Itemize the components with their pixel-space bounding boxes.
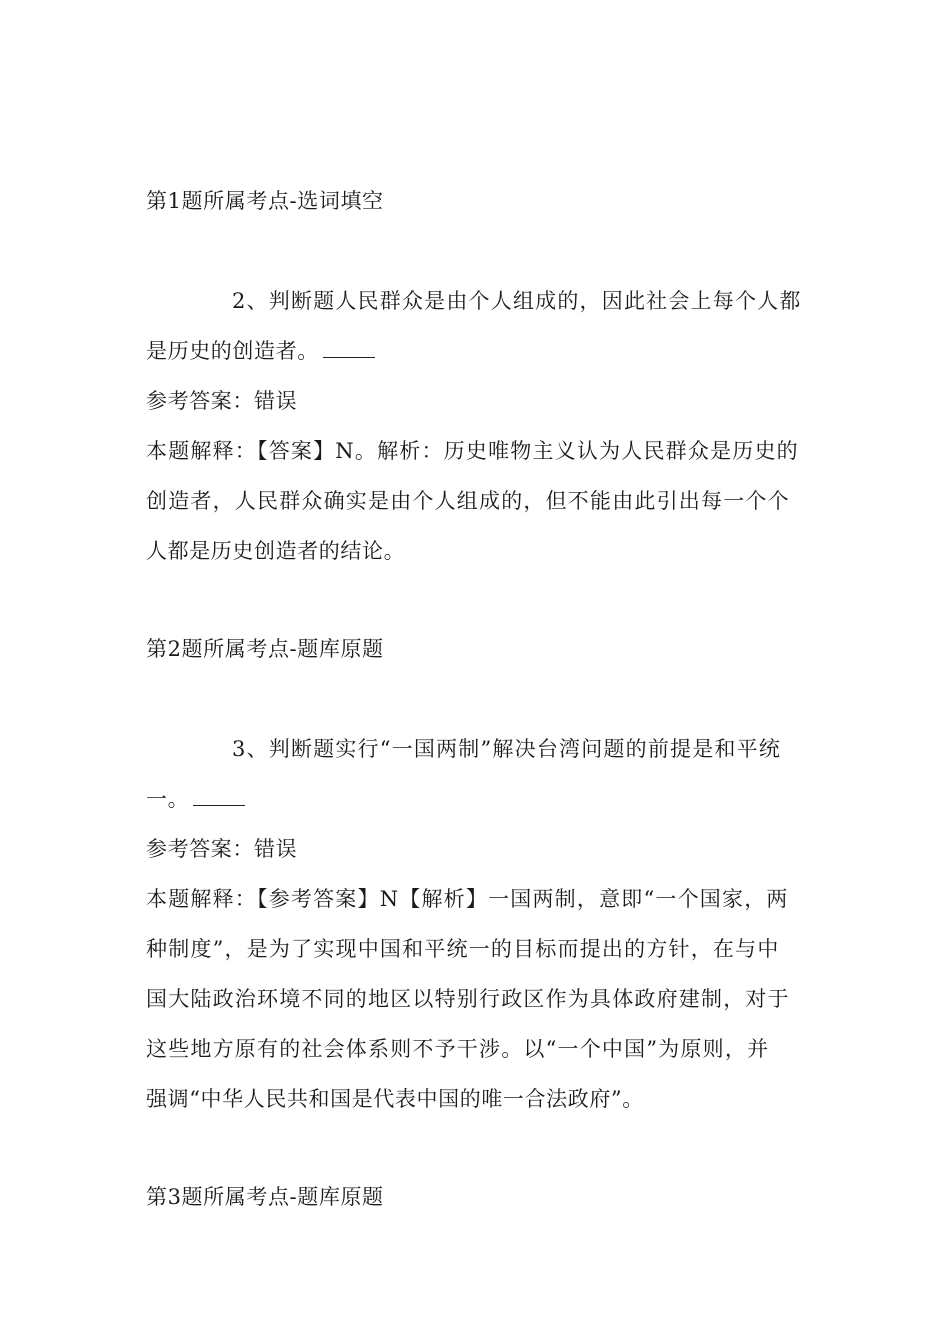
q2-explanation-line-3: 人都是历史创造者的结论。 (146, 539, 406, 563)
answer-blank (193, 787, 245, 806)
q3-question-line-1: 3、判断题实行“一国两制”解决台湾问题的前提是和平统 (232, 737, 782, 761)
q3-explanation-line-2: 种制度”，是为了实现中国和平统一的目标而提出的方针，在与中 (146, 937, 780, 961)
q1-topic-label: 第1题所属考点-选词填空 (146, 189, 384, 213)
q3-explanation-line-5: 强调“中华人民共和国是代表中国的唯一合法政府”。 (146, 1087, 644, 1111)
q2-explanation-line-1: 本题解释：【答案】N。解析：历史唯物主义认为人民群众是历史的 (146, 439, 799, 463)
q3-answer: 参考答案：错误 (146, 837, 298, 861)
q2-question-text: 是历史的创造者。 (146, 339, 319, 363)
answer-blank (323, 339, 375, 358)
q2-answer: 参考答案：错误 (146, 389, 298, 413)
q2-topic-label: 第2题所属考点-题库原题 (146, 637, 384, 661)
q3-topic-label: 第3题所属考点-题库原题 (146, 1185, 384, 1209)
q3-question-line-2 (146, 786, 806, 812)
q3-explanation-line-1: 本题解释：【参考答案】N【解析】一国两制，意即“一个国家，两 (146, 887, 789, 911)
q2-explanation-line-2: 创造者，人民群众确实是由个人组成的，但不能由此引出每一个个 (146, 489, 790, 513)
q3-question-text: 一。 (146, 787, 190, 811)
q2-question-line-1: 2、判断题人民群众是由个人组成的，因此社会上每个人都 (232, 289, 802, 313)
q3-explanation-line-3: 国大陆政治环境不同的地区以特别行政区作为具体政府建制，对于 (146, 987, 790, 1011)
q2-question-line-2 (146, 338, 806, 364)
q3-explanation-line-4: 这些地方原有的社会体系则不予干涉。以“一个中国”为原则，并 (146, 1037, 770, 1061)
